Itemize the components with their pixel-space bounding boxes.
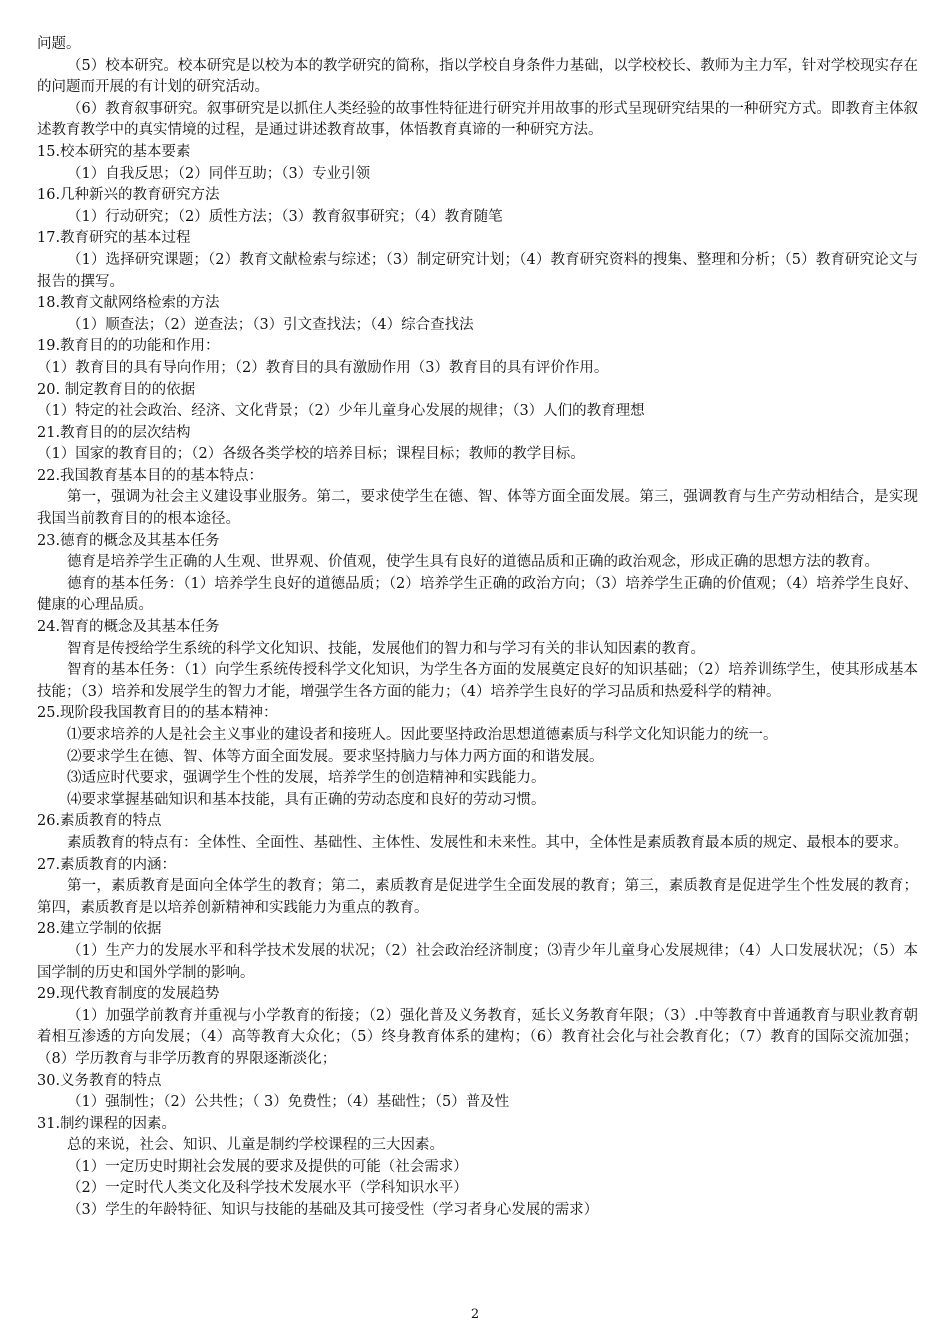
section-heading: 26.素质教育的特点 (37, 813, 162, 830)
paragraph: （1）行动研究；（2）质性方法；（3）教育叙事研究；（4）教育随笔 (67, 208, 503, 225)
paragraph: （1）加强学前教育并重视与小学教育的衔接；（2）强化普及义务教育，延长义务教育年限；（3）.中等教育中普通教育与职业教育朝着相互渗透的方向发展；（4）高等教育大众化；（5）终身教育体系的建构；（6）教育社会化与社会教育化；（7）教育的国际交流加强；（8）学历教育与非学历教育的界限逐渐淡化； (37, 1007, 918, 1067)
paragraph: （1）一定历史时期社会发展的要求及提供的可能（社会需求） (67, 1158, 468, 1175)
section-heading: 31.制约课程的因素。 (37, 1115, 177, 1132)
paragraph: 总的来说，社会、知识、儿童是制约学校课程的三大因素。 (67, 1137, 444, 1154)
paragraph: 德育是培养学生正确的人生观、世界观、价值观，使学生具有良好的道德品质和正确的政治观念，形成正确的思想方法的教育。 (67, 554, 879, 571)
page-body (37, 34, 918, 1222)
section-heading: 24.智育的概念及其基本任务 (37, 619, 220, 636)
paragraph: 智育是传授给学生系统的科学文化知识、技能，发展他们的智力和与学习有关的非认知因素的教育。 (67, 640, 705, 657)
paragraph: ⑵要求学生在德、智、体等方面全面发展。要求坚持脑力与体力两方面的和谐发展。 (67, 748, 604, 765)
section-heading: 19.教育目的的功能和作用： (37, 338, 220, 355)
section-heading: 23.德育的概念及其基本任务 (37, 532, 220, 549)
paragraph: （5）校本研究。校本研究是以校为本的教学研究的简称，指以学校自身条件力基础，以学校校长、教师为主力军，针对学校现实存在的问题而开展的有计划的研究活动。 (37, 57, 918, 96)
paragraph: （1）教育目的具有导向作用；（2）教育目的具有激励作用（3）教育目的具有评价作用。 (37, 359, 609, 376)
paragraph: 第一，素质教育是面向全体学生的教育；第二，素质教育是促进学生全面发展的教育；第三，素质教育是促进学生个性发展的教育；第四，素质教育是以培养创新精神和实践能力为重点的教育。 (37, 878, 918, 916)
section-heading: 16.几种新兴的教育研究方法 (37, 187, 220, 204)
paragraph: （1）生产力的发展水平和科学技术发展的状况；（2）社会政治经济制度；⑶青少年儿童身心发展规律；（4）人口发展状况；（5）本国学制的历史和国外学制的影响。 (37, 942, 918, 981)
section-heading: 29.现代教育制度的发展趋势 (37, 986, 220, 1003)
paragraph: 第一，强调为社会主义建设事业服务。第二，要求使学生在德、智、体等方面全面发展。第三，强调教育与生产劳动相结合，是实现我国当前教育目的的根本途径。 (37, 489, 918, 528)
paragraph: 问题。 (37, 36, 81, 52)
paragraph: （1）选择研究课题；（2）教育文献检索与综述；（3）制定研究计划；（4）教育研究资料的搜集、整理和分析；（5）教育研究论文与报告的撰写。 (37, 251, 918, 290)
page-number: 2 (470, 1307, 480, 1322)
paragraph: （1）国家的教育目的；（2）各级各类学校的培养目标；课程目标；教师的教学目标。 (37, 446, 585, 463)
paragraph: （1）顺查法；（2）逆查法；（3）引文查找法；（4）综合查找法 (67, 316, 474, 333)
paragraph: （2）一定时代人类文化及科学技术发展水平（学科知识水平） (67, 1180, 468, 1197)
paragraph: 德育的基本任务：（1）培养学生良好的道德品质；（2）培养学生正确的政治方向；（3）培养学生正确的价值观；（4）培养学生良好、健康的心理品质。 (37, 575, 918, 614)
section-heading: 21.教育目的的层次结构 (37, 424, 191, 441)
paragraph: ⑶适应时代要求，强调学生个性的发展，培养学生的创造精神和实践能力。 (67, 770, 546, 787)
section-heading: 27.素质教育的内涵： (37, 856, 177, 873)
section-heading: 20. 制定教育目的的依据 (37, 381, 196, 398)
paragraph: 素质教育的特点有：全体性、全面性、基础性、主体性、发展性和未来性。其中，全体性是素质教育最本质的规定、最根本的要求。 (67, 834, 908, 851)
paragraph: （6）教育叙事研究。叙事研究是以抓住人类经验的故事性特征进行研究并用故事的形式呈现研究结果的一种研究方式。即教育主体叙述教育教学中的真实情境的过程，是通过讲述教育故事，体悟教育真谛的一种研究方法。 (37, 100, 918, 139)
section-heading: 18.教育文献网络检索的方法 (37, 295, 220, 312)
section-heading: 30.义务教育的特点 (37, 1072, 162, 1089)
section-heading: 17.教育研究的基本过程 (37, 230, 191, 247)
section-heading: 28.建立学制的依据 (37, 921, 162, 938)
paragraph: 智育的基本任务：（1）向学生系统传授科学文化知识，为学生各方面的发展奠定良好的知识基础；（2）培养训练学生，使其形成基本技能；（3）培养和发展学生的智力才能，增强学生各方面的能力；（4）培养学生良好的学习品质和热爱科学的精神。 (37, 662, 918, 700)
paragraph: ⑴要求培养的人是社会主义事业的建设者和接班人。因此要坚持政治思想道德素质与科学文化知识能力的统一。 (67, 727, 778, 743)
section-heading: 15.校本研究的基本要素 (37, 143, 191, 160)
section-heading: 22.我国教育基本目的的基本特点： (37, 467, 264, 484)
paragraph: （3）学生的年龄特征、知识与技能的基础及其可接受性（学习者身心发展的需求） (67, 1202, 599, 1219)
paragraph: ⑷要求掌握基础知识和基本技能，具有正确的劳动态度和良好的劳动习惯。 (67, 791, 546, 808)
paragraph: （1）自我反思；（2）同伴互助；（3）专业引领 (67, 165, 371, 182)
section-heading: 25.现阶段我国教育目的的基本精神： (37, 705, 278, 722)
paragraph: （1）强制性；（2）公共性；（ 3）免费性；（4）基础性；（5）普及性 (67, 1094, 510, 1111)
paragraph: （1）特定的社会政治、经济、文化背景；（2）少年儿童身心发展的规律；（3）人们的教育理想 (37, 403, 645, 420)
